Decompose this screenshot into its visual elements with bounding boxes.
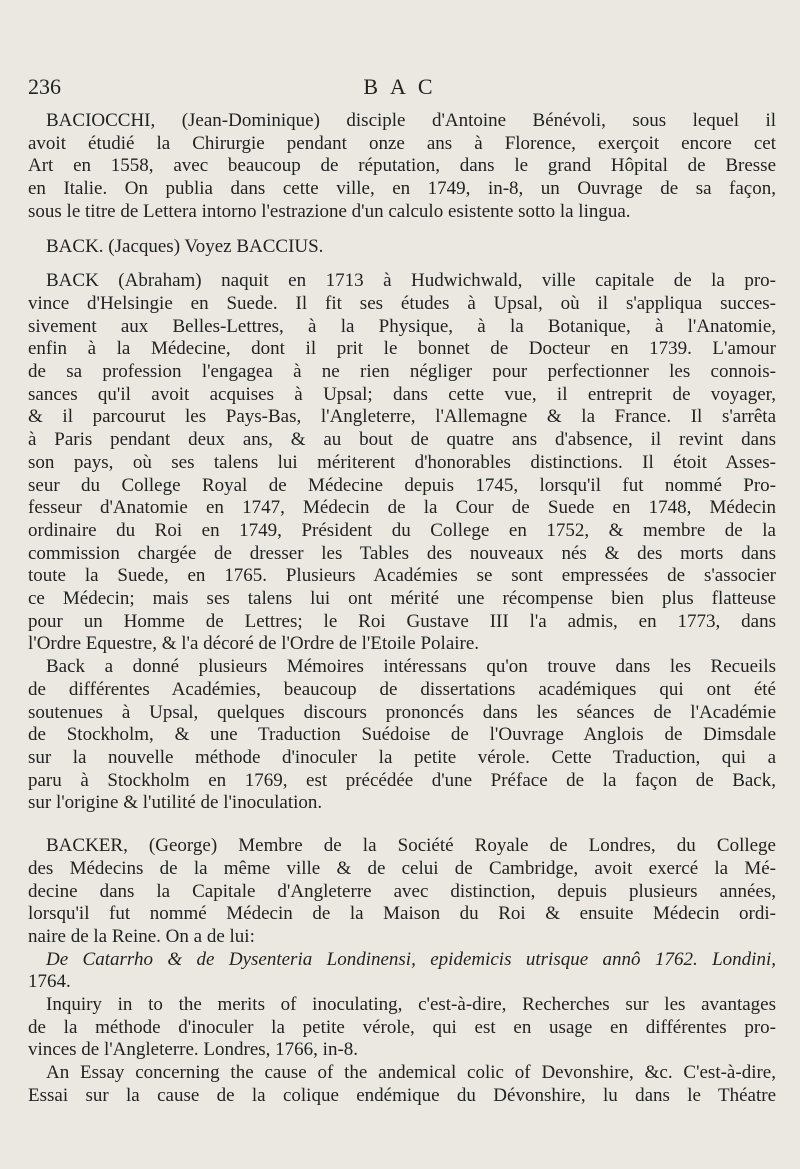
text-line: naire de la Reine. On a de lui:	[28, 925, 255, 947]
text-line: seur du College Royal de Médecine depuis 1745, lorsqu'il fut nommé Pro-	[28, 474, 776, 496]
page-number: 236	[28, 74, 61, 99]
text-line: sous le titre de Lettera intorno l'estrazione d'un calculo esistente sotto la lingua.	[28, 200, 631, 222]
text-line: ordinaire du Roi en 1749, Président du College en 1752, & membre de la	[28, 519, 776, 541]
text-line: decine dans la Capitale d'Angleterre avec distinction, depuis plusieurs années,	[28, 880, 776, 902]
body-text	[28, 110, 776, 1108]
text-line: enfin à la Médecine, dont il prit le bonnet de Docteur en 1739. L'amour	[28, 338, 776, 360]
spacer	[28, 224, 776, 236]
text-line: des Médecins de la même ville & de celui de Cambridge, avoit exercé la Mé-	[28, 857, 776, 879]
work-title: An Essay concerning the cause of the andemical colic of Devonshire, &c. C'est-à-dire,	[46, 1062, 776, 1084]
text-line: en Italie. On publia dans cette ville, en 1749, in-8, un Ouvrage de sa façon,	[28, 178, 776, 200]
text-line: commission chargée de dresser les Tables des nouveaux nés & des morts dans	[28, 542, 776, 564]
text-line: lorsqu'il fut nommé Médecin de la Maison du Roi & ensuite Médecin ordi-	[28, 903, 776, 925]
text-line: Back a donné plusieurs Mémoires intéressans qu'on trouve dans les Recueils	[46, 656, 776, 678]
text-line: toute la Suede, en 1765. Plusieurs Académies se sont empressées de s'associer	[28, 565, 776, 587]
text-line: paru à Stockholm en 1769, est précédée d'une Préface de la façon de Back,	[28, 769, 776, 791]
text-line: avoit étudié la Chirurgie pendant onze ans à Florence, exerçoit encore cet	[28, 132, 776, 154]
text-line: ce Médecin; mais ses talens lui ont mérité une récompense bien plus flatteuse	[28, 588, 776, 610]
text-line: pour un Homme de Lettres; le Roi Gustave III l'a admis, en 1773, dans	[28, 610, 776, 632]
text-line: BACK. (Jacques) Voyez BACCIUS.	[46, 235, 324, 257]
entry-backer	[28, 835, 776, 1107]
text-line: l'Ordre Equestre, & l'a décoré de l'Ordre de l'Etoile Polaire.	[28, 633, 480, 655]
entry-baciocchi	[28, 110, 776, 224]
text-line: sur l'origine & l'utilité de l'inoculation.	[28, 792, 323, 814]
text-line: de Stockholm, & une Traduction Suédoise de l'Ouvrage Anglois de Dimsdale	[28, 724, 776, 746]
text-line: son pays, où ses talens lui mériterent d'honorables distinctions. Il étoit Asses-	[28, 451, 776, 473]
text-line: sur la nouvelle méthode d'inoculer la petite vérole. Cette Traduction, qui a	[28, 746, 776, 768]
text-line: de la méthode d'inoculer la petite vérole, qui est en usage en différentes pro-	[28, 1016, 776, 1038]
spacer	[28, 815, 776, 835]
text-line: Essai sur la cause de la colique endémique du Dévonshire, lu dans le Théatre	[28, 1084, 776, 1106]
spacer	[28, 258, 776, 270]
work-title: De Catarrho & de Dysenteria Londinensi, epidemicis utrisque annô 1762. Londini,	[46, 948, 776, 970]
text-line: vinces de l'Angleterre. Londres, 1766, in-8.	[28, 1039, 359, 1061]
text-line: BACK (Abraham) naquit en 1713 à Hudwichwald, ville capitale de la pro-	[46, 270, 776, 292]
text-line: fesseur d'Anatomie en 1747, Médecin de la Cour de Suede en 1748, Médecin	[28, 497, 776, 519]
text-line: & il parcourut les Pays-Bas, l'Angleterre, l'Allemagne & la France. Il s'arrêta	[28, 406, 776, 428]
text-line: de sa profession l'engagea à ne rien négliger pour perfectionner les connois-	[28, 361, 776, 383]
text-line: sances qu'il avoit acquises à Upsal; dans cette vue, il entreprit de voyager,	[28, 383, 776, 405]
text-line: Art en 1558, avec beaucoup de réputation, dans le grand Hôpital de Bresse	[28, 155, 776, 177]
text-line: à Paris pendant deux ans, & au bout de quatre ans d'absence, il revint dans	[28, 429, 776, 451]
text-line: 1764.	[28, 971, 71, 993]
running-head: BAC	[363, 74, 445, 99]
text-line: sivement aux Belles-Lettres, à la Physique, à la Botanique, à l'Anatomie,	[28, 315, 776, 337]
text-line: BACKER, (George) Membre de la Société Royale de Londres, du College	[46, 835, 776, 857]
text-line: de différentes Académies, beaucoup de dissertations académiques qui ont été	[28, 678, 776, 700]
entry-back-jacques	[28, 236, 776, 259]
page-header	[28, 74, 780, 104]
text-line: vince d'Helsingie en Suede. Il fit ses études à Upsal, où il s'appliqua succes-	[28, 292, 776, 314]
text-line: BACIOCCHI, (Jean-Dominique) disciple d'Antoine Bénévoli, sous lequel il	[46, 110, 776, 131]
text-line: soutenues à Upsal, quelques discours prononcés dans les séances de l'Académie	[28, 701, 776, 723]
entry-back-abraham	[28, 270, 776, 815]
work-title: Inquiry in to the merits of inoculating, c'est-à-dire, Recherches sur les avantages	[46, 994, 776, 1016]
